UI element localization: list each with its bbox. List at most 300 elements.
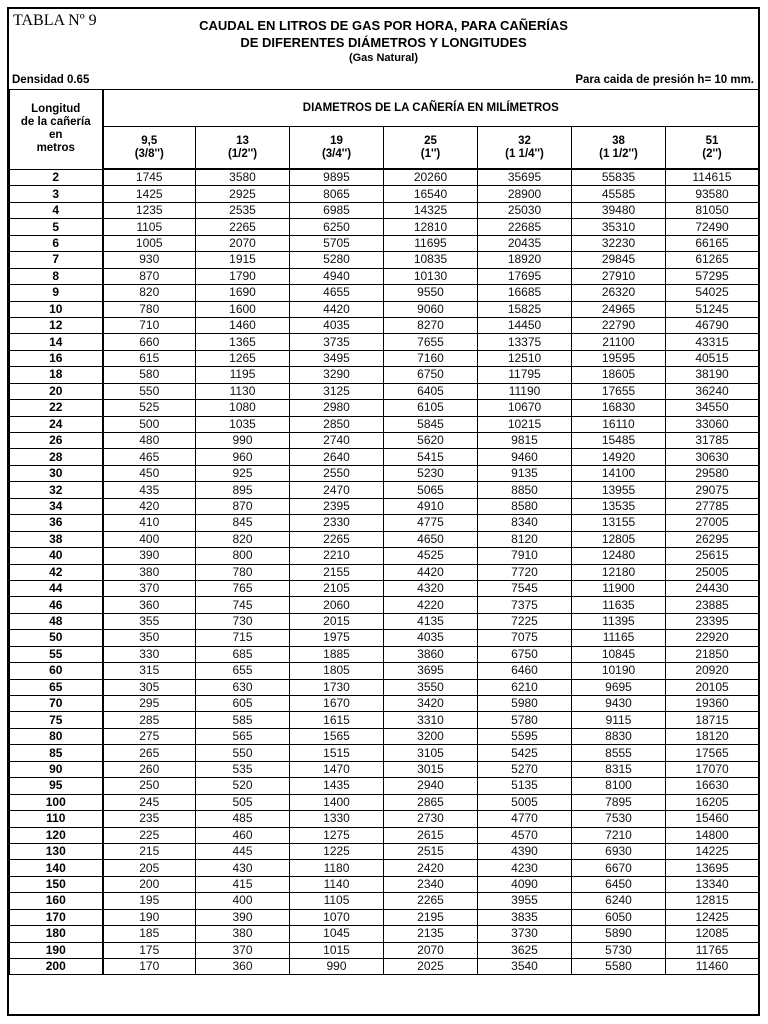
flow-cell: 2210 (290, 548, 384, 564)
length-cell: 18 (10, 367, 103, 383)
flow-cell: 26320 (572, 285, 666, 301)
flow-cell: 1105 (290, 893, 384, 909)
flow-cell: 350 (103, 630, 196, 646)
flow-cell: 57295 (666, 268, 759, 284)
flow-cell: 23885 (666, 597, 759, 613)
density-label: Densidad 0.65 (12, 74, 90, 86)
flow-cell: 315 (103, 663, 196, 679)
flow-cell: 1805 (290, 663, 384, 679)
flow-cell: 7075 (478, 630, 572, 646)
flow-cell: 7375 (478, 597, 572, 613)
flow-cell: 2730 (384, 811, 478, 827)
flow-cell: 1745 (103, 169, 196, 186)
flow-cell: 9060 (384, 301, 478, 317)
table-number: TABLA Nº 9 (13, 12, 97, 29)
title-subtitle: (Gas Natural) (348, 52, 419, 64)
flow-cell: 655 (196, 663, 290, 679)
flow-cell: 1130 (196, 383, 290, 399)
flow-cell: 15485 (572, 433, 666, 449)
length-cell: 190 (10, 942, 103, 958)
table-row (10, 268, 759, 284)
length-cell: 180 (10, 926, 103, 942)
flow-cell: 8850 (478, 482, 572, 498)
flow-cell: 4035 (290, 317, 384, 333)
flow-cell: 18120 (666, 728, 759, 744)
flow-cell: 1070 (290, 909, 384, 925)
flow-cell: 820 (196, 531, 290, 547)
flow-cell: 585 (196, 712, 290, 728)
flow-cell: 4655 (290, 285, 384, 301)
flow-cell: 2395 (290, 498, 384, 514)
title-line-1: CAUDAL EN LITROS DE GAS POR HORA, PARA CAÑERÍAS (199, 18, 568, 33)
flow-cell: 54025 (666, 285, 759, 301)
flow-cell: 710 (103, 317, 196, 333)
flow-cell: 114615 (666, 169, 759, 186)
flow-cell: 3735 (290, 334, 384, 350)
flow-cell: 1565 (290, 728, 384, 744)
flow-cell: 960 (196, 449, 290, 465)
flow-cell: 1885 (290, 646, 384, 662)
flow-cell: 46790 (666, 317, 759, 333)
flow-cell: 1225 (290, 843, 384, 859)
table-row (10, 433, 759, 449)
flow-cell: 3015 (384, 761, 478, 777)
flow-cell: 11795 (478, 367, 572, 383)
flow-cell: 12085 (666, 926, 759, 942)
length-cell: 16 (10, 350, 103, 366)
flow-cell: 390 (196, 909, 290, 925)
flow-cell: 14325 (384, 202, 478, 218)
flow-cell: 51245 (666, 301, 759, 317)
flow-cell: 1080 (196, 400, 290, 416)
flow-cell: 6250 (290, 219, 384, 235)
flow-cell: 15460 (666, 811, 759, 827)
document-page (7, 7, 760, 1016)
table-row (10, 663, 759, 679)
flow-cell: 3420 (384, 696, 478, 712)
flow-cell: 235 (103, 811, 196, 827)
table-row (10, 531, 759, 547)
flow-cell: 2535 (196, 202, 290, 218)
flow-cell: 2265 (384, 893, 478, 909)
flow-cell: 2940 (384, 778, 478, 794)
diameter-column-header (103, 127, 196, 170)
flow-cell: 685 (196, 646, 290, 662)
flow-cell: 6670 (572, 860, 666, 876)
flow-cell: 6930 (572, 843, 666, 859)
table-row (10, 696, 759, 712)
length-cell: 6 (10, 235, 103, 251)
table-row (10, 482, 759, 498)
diameter-column-header (572, 127, 666, 170)
flow-cell: 29075 (666, 482, 759, 498)
flow-cell: 2420 (384, 860, 478, 876)
flow-cell: 1105 (103, 219, 196, 235)
flow-cell: 23395 (666, 613, 759, 629)
flow-cell: 17695 (478, 268, 572, 284)
flow-cell: 11695 (384, 235, 478, 251)
table-row (10, 876, 759, 892)
length-cell: 110 (10, 811, 103, 827)
table-row (10, 959, 759, 975)
flow-cell: 10215 (478, 416, 572, 432)
flow-cell: 4770 (478, 811, 572, 827)
flow-cell: 2470 (290, 482, 384, 498)
diameter-column-header (384, 127, 478, 170)
flow-cell: 30630 (666, 449, 759, 465)
flow-cell: 1615 (290, 712, 384, 728)
flow-cell: 6210 (478, 679, 572, 695)
length-cell: 34 (10, 498, 103, 514)
flow-cell: 1180 (290, 860, 384, 876)
table-row (10, 235, 759, 251)
flow-cell: 3105 (384, 745, 478, 761)
table-row (10, 416, 759, 432)
flow-cell: 4940 (290, 268, 384, 284)
document-title (9, 17, 758, 65)
flow-cell: 45585 (572, 186, 666, 202)
flow-cell: 4570 (478, 827, 572, 843)
diameter-column-header (196, 127, 290, 170)
length-cell: 100 (10, 794, 103, 810)
flow-cell: 2340 (384, 876, 478, 892)
flow-cell: 8270 (384, 317, 478, 333)
flow-cell: 20105 (666, 679, 759, 695)
flow-cell: 780 (196, 564, 290, 580)
length-cell: 26 (10, 433, 103, 449)
flow-cell: 4910 (384, 498, 478, 514)
flow-cell: 19360 (666, 696, 759, 712)
flow-cell: 525 (103, 400, 196, 416)
flow-cell: 400 (196, 893, 290, 909)
diameter-inch: (1 1/2'') (599, 147, 638, 160)
flow-cell: 930 (103, 252, 196, 268)
flow-cell: 780 (103, 301, 196, 317)
flow-cell: 185 (103, 926, 196, 942)
flow-cell: 14920 (572, 449, 666, 465)
flow-cell: 10130 (384, 268, 478, 284)
flow-cell: 355 (103, 613, 196, 629)
flow-cell: 16205 (666, 794, 759, 810)
flow-cell: 1275 (290, 827, 384, 843)
flow-cell: 35310 (572, 219, 666, 235)
flow-cell: 20920 (666, 663, 759, 679)
flow-cell: 4390 (478, 843, 572, 859)
table-row (10, 498, 759, 514)
flow-cell: 4775 (384, 515, 478, 531)
flow-cell: 8315 (572, 761, 666, 777)
flow-cell: 3200 (384, 728, 478, 744)
flow-cell: 260 (103, 761, 196, 777)
length-cell: 80 (10, 728, 103, 744)
table-row (10, 646, 759, 662)
table-row (10, 219, 759, 235)
flow-cell: 10670 (478, 400, 572, 416)
flow-cell: 990 (196, 433, 290, 449)
flow-cell: 3125 (290, 383, 384, 399)
flow-cell: 3540 (478, 959, 572, 975)
flow-table (9, 89, 759, 975)
table-row (10, 909, 759, 925)
flow-cell: 12480 (572, 548, 666, 564)
length-cell: 50 (10, 630, 103, 646)
length-cell: 70 (10, 696, 103, 712)
flow-cell: 800 (196, 548, 290, 564)
flow-cell: 6105 (384, 400, 478, 416)
flow-cell: 8100 (572, 778, 666, 794)
table-row (10, 597, 759, 613)
flow-cell: 305 (103, 679, 196, 695)
flow-cell: 9460 (478, 449, 572, 465)
flow-cell: 3290 (290, 367, 384, 383)
flow-cell: 5580 (572, 959, 666, 975)
flow-cell: 505 (196, 794, 290, 810)
diameter-mm: 9,5 (141, 134, 158, 147)
length-cell: 7 (10, 252, 103, 268)
length-cell: 28 (10, 449, 103, 465)
flow-cell: 20260 (384, 169, 478, 186)
flow-cell: 7530 (572, 811, 666, 827)
flow-cell: 550 (103, 383, 196, 399)
flow-cell: 2640 (290, 449, 384, 465)
flow-cell: 5280 (290, 252, 384, 268)
flow-cell: 4035 (384, 630, 478, 646)
diameter-inch: (1 1/4'') (505, 147, 544, 160)
flow-cell: 6405 (384, 383, 478, 399)
flow-cell: 55835 (572, 169, 666, 186)
flow-cell: 580 (103, 367, 196, 383)
flow-cell: 485 (196, 811, 290, 827)
length-cell: 38 (10, 531, 103, 547)
flow-cell: 9815 (478, 433, 572, 449)
flow-cell: 28900 (478, 186, 572, 202)
flow-cell: 225 (103, 827, 196, 843)
table-row (10, 400, 759, 416)
flow-cell: 5415 (384, 449, 478, 465)
length-cell: 20 (10, 383, 103, 399)
flow-cell: 8065 (290, 186, 384, 202)
flow-cell: 5890 (572, 926, 666, 942)
flow-cell: 13340 (666, 876, 759, 892)
flow-cell: 16685 (478, 285, 572, 301)
flow-cell: 17655 (572, 383, 666, 399)
flow-cell: 14225 (666, 843, 759, 859)
table-row (10, 778, 759, 794)
flow-cell: 14450 (478, 317, 572, 333)
flow-cell: 3860 (384, 646, 478, 662)
flow-cell: 5705 (290, 235, 384, 251)
length-cell: 60 (10, 663, 103, 679)
flow-cell: 93580 (666, 186, 759, 202)
flow-cell: 4230 (478, 860, 572, 876)
length-header (10, 90, 103, 170)
diameter-inch: (1/2'') (227, 147, 258, 160)
length-cell: 95 (10, 778, 103, 794)
table-row (10, 679, 759, 695)
flow-cell: 870 (196, 498, 290, 514)
flow-cell: 9115 (572, 712, 666, 728)
flow-cell: 5005 (478, 794, 572, 810)
flow-cell: 3835 (478, 909, 572, 925)
flow-cell: 8555 (572, 745, 666, 761)
flow-cell: 13535 (572, 498, 666, 514)
table-row (10, 465, 759, 481)
flow-cell: 275 (103, 728, 196, 744)
flow-cell: 5270 (478, 761, 572, 777)
table-row (10, 613, 759, 629)
flow-cell: 7160 (384, 350, 478, 366)
flow-cell: 245 (103, 794, 196, 810)
length-header-line-4: metros (36, 142, 75, 155)
flow-cell: 20435 (478, 235, 572, 251)
length-cell: 36 (10, 515, 103, 531)
flow-cell: 360 (103, 597, 196, 613)
flow-cell: 22790 (572, 317, 666, 333)
flow-cell: 3695 (384, 663, 478, 679)
title-line-2: DE DIFERENTES DIÁMETROS Y LONGITUDES (240, 35, 527, 50)
flow-cell: 14100 (572, 465, 666, 481)
flow-cell: 1235 (103, 202, 196, 218)
diameter-mm: 13 (236, 134, 249, 147)
flow-cell: 175 (103, 942, 196, 958)
flow-cell: 4650 (384, 531, 478, 547)
flow-cell: 465 (103, 449, 196, 465)
flow-cell: 9430 (572, 696, 666, 712)
table-row (10, 252, 759, 268)
table-row (10, 186, 759, 202)
table-row (10, 301, 759, 317)
flow-cell: 39480 (572, 202, 666, 218)
table-row (10, 926, 759, 942)
flow-cell: 16110 (572, 416, 666, 432)
flow-cell: 550 (196, 745, 290, 761)
flow-cell: 24430 (666, 580, 759, 596)
table-row (10, 548, 759, 564)
length-cell: 10 (10, 301, 103, 317)
flow-cell: 445 (196, 843, 290, 859)
flow-cell: 2850 (290, 416, 384, 432)
length-cell: 9 (10, 285, 103, 301)
table-row (10, 169, 759, 186)
flow-cell: 1005 (103, 235, 196, 251)
flow-cell: 29845 (572, 252, 666, 268)
diameter-inch: (2'') (702, 147, 722, 160)
length-cell: 85 (10, 745, 103, 761)
length-cell: 4 (10, 202, 103, 218)
flow-cell: 6450 (572, 876, 666, 892)
diameter-mm: 51 (705, 134, 719, 147)
flow-cell: 5780 (478, 712, 572, 728)
flow-cell: 12180 (572, 564, 666, 580)
flow-cell: 170 (103, 959, 196, 975)
flow-cell: 3730 (478, 926, 572, 942)
table-row (10, 893, 759, 909)
flow-cell: 925 (196, 465, 290, 481)
flow-cell: 765 (196, 580, 290, 596)
length-cell: 14 (10, 334, 103, 350)
length-cell: 200 (10, 959, 103, 975)
flow-cell: 5595 (478, 728, 572, 744)
flow-cell: 8340 (478, 515, 572, 531)
flow-cell: 1460 (196, 317, 290, 333)
flow-cell: 10835 (384, 252, 478, 268)
flow-cell: 7225 (478, 613, 572, 629)
flow-cell: 6750 (478, 646, 572, 662)
flow-cell: 370 (196, 942, 290, 958)
pressure-label: Para caida de presión h= 10 mm. (575, 74, 754, 86)
table-row (10, 350, 759, 366)
flow-cell: 7655 (384, 334, 478, 350)
flow-cell: 895 (196, 482, 290, 498)
flow-cell: 1015 (290, 942, 384, 958)
flow-cell: 12815 (666, 893, 759, 909)
flow-cell: 2865 (384, 794, 478, 810)
table-row (10, 794, 759, 810)
flow-cell: 1790 (196, 268, 290, 284)
table-row (10, 728, 759, 744)
flow-cell: 2515 (384, 843, 478, 859)
flow-cell: 19595 (572, 350, 666, 366)
flow-cell: 5730 (572, 942, 666, 958)
diameter-mm: 32 (518, 134, 531, 147)
table-row (10, 580, 759, 596)
length-cell: 55 (10, 646, 103, 662)
flow-cell: 2265 (196, 219, 290, 235)
flow-cell: 2060 (290, 597, 384, 613)
table-row (10, 564, 759, 580)
flow-cell: 715 (196, 630, 290, 646)
flow-cell: 380 (196, 926, 290, 942)
table-row (10, 367, 759, 383)
flow-cell: 630 (196, 679, 290, 695)
flow-cell: 5980 (478, 696, 572, 712)
length-cell: 30 (10, 465, 103, 481)
length-cell: 170 (10, 909, 103, 925)
length-cell: 40 (10, 548, 103, 564)
flow-cell: 66165 (666, 235, 759, 251)
flow-cell: 13955 (572, 482, 666, 498)
flow-cell: 6460 (478, 663, 572, 679)
flow-cell: 15825 (478, 301, 572, 317)
flow-cell: 12805 (572, 531, 666, 547)
flow-cell: 435 (103, 482, 196, 498)
flow-cell: 330 (103, 646, 196, 662)
flow-cell: 18920 (478, 252, 572, 268)
table-row (10, 317, 759, 333)
flow-cell: 2265 (290, 531, 384, 547)
flow-cell: 5230 (384, 465, 478, 481)
flow-cell: 1470 (290, 761, 384, 777)
table-row (10, 827, 759, 843)
flow-cell: 535 (196, 761, 290, 777)
flow-cell: 1265 (196, 350, 290, 366)
flow-cell: 200 (103, 876, 196, 892)
flow-cell: 2070 (384, 942, 478, 958)
flow-cell: 13695 (666, 860, 759, 876)
flow-cell: 5620 (384, 433, 478, 449)
length-cell: 160 (10, 893, 103, 909)
diameter-inch: (3/8'') (134, 147, 164, 160)
flow-cell: 1515 (290, 745, 384, 761)
flow-cell: 17565 (666, 745, 759, 761)
flow-cell: 27785 (666, 498, 759, 514)
flow-cell: 34550 (666, 400, 759, 416)
flow-cell: 4320 (384, 580, 478, 596)
length-cell: 42 (10, 564, 103, 580)
length-cell: 130 (10, 843, 103, 859)
flow-cell: 35695 (478, 169, 572, 186)
flow-cell: 12810 (384, 219, 478, 235)
